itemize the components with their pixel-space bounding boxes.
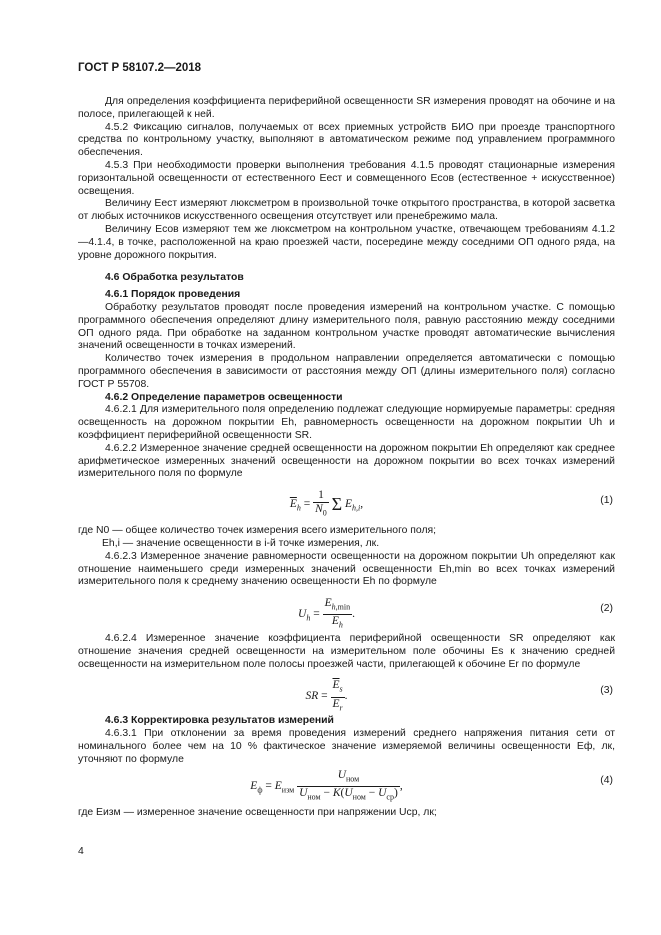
formula-number: (2) [600,603,613,615]
paragraph: 4.6.2.2 Измеренное значение средней освещенности на дорожном покрытии Eh определяют как среднее арифметическое измеренных значений освещенности на дорожном покрытии во всех точках измерений измерительного поля по формуле [78,442,615,480]
paragraph: где N0 — общее количество точек измерения всего измерительного поля; [78,525,437,537]
formula-3: SR = $\frac{\overline{E}_s}{\overline{E}_r}$ . (3) [305,679,613,712]
subsection-heading: 4.6.2 Определение параметров освещенности [105,391,343,403]
subsection-heading: 4.6.3 Корректировка результатов измерений [105,715,334,727]
paragraph: 4.6.3.1 При отклонении за время проведения измерений среднего напряжения питания сети от номинального более чем на 10 % фактическое значение измеряемой величины освещенности Eф, лк, уточняют по формуле [78,728,615,765]
paragraph: Eh,i — значение освещенности в i-й точке измерения, лк. [102,537,380,549]
paragraph: 4.5.2 Фиксацию сигналов, получаемых от всех приемных устройств БИО при проезде транспортного средства по контрольному участку, выполняют в автоматическом режиме под управлением программного обеспечения. [78,121,615,159]
paragraph: где Eизм — измеренное значение освещенности при напряжении Uср, лк; [78,806,437,818]
paragraph: 4.6.2.1 Для измерительного поля определению подлежат следующие нормируемые параметры: средняя освещенность на дорожном покрытии Eh, равномерность освещенности на дорожном покрытии Uh и коэффициент периферийной освещенности SR. [78,404,615,441]
subsection-heading: 4.6.1 Порядок проведения [105,289,241,301]
paragraph: 4.6.2.3 Измеренное значение равномерности освещенности на дорожном покрытии Uh определяют как отношение наименьшего среди измеренных значений освещенности Eh,min во всех точках измерений измерительного поля к среднему значению освещенности Eh по формуле [78,550,615,588]
page-number: 4 [78,846,84,857]
paragraph: 4.5.3 При необходимости проверки выполнения требования 4.1.5 проводят стационарные измерения горизонтальной освещенности от естественного Eест и совмещенного Eсов (естественное + искусственное) освещения. [78,159,615,197]
paragraph: Величину Eест измеряют люксметром в произвольной точке открытого пространства, в которой засветка от любых источников искусственного освещения отсутствует или пренебрежимо мала. [78,198,615,223]
formula-1: $\overline{E}_h$ = $\frac{1}{N_0}$ Σ $E_{h,i}$, (1) [289,489,613,518]
document-header: ГОСТ Р 58107.2—2018 [78,62,202,74]
section-heading: 4.6 Обработка результатов [105,272,244,284]
formula-number: (4) [600,774,613,786]
paragraph: 4.6.2.4 Измеренное значение коэффициента периферийной освещенности SR определяют как отношение значения средней освещенности на измерительном поле обочины Es к значению средней освещенности на измерительном поле полосы проезжей части, прилегающей к обочине Er по формуле [78,633,615,670]
formula-2: $U_h$ = $\frac{E_{h,min}}{\overline{E}_h}$ . (2) [298,597,613,630]
page-body [78,96,615,819]
formula-number: (1) [600,495,613,507]
formula-4: $E_ф = E_{изм}$ $\frac{U_{ном}}{U_{ном} - K(U_{ном} - U_{ср})}$ , (4) [250,768,613,802]
paragraph: Обработку результатов проводят после проведения измерений на контрольном участке. С помощью программного обеспечения определяют длину измерительного поля, равную расстоянию между соседними ОП одного ряда. При обработке на заданном контрольном участке проводят автоматические вычисления значений освещенности в точках измерений. [78,301,615,352]
paragraph: Количество точек измерения в продольном направлении определяется автоматически с помощью программного обеспечения в зависимости от расстояния между ОП (длины измерительного поля) согласно ГОСТ Р 55708. [78,353,615,390]
paragraph: Для определения коэффициента периферийной освещенности SR измерения проводят на обочине и на полосе, прилегающей к ней. [78,96,615,120]
paragraph: Величину Eсов измеряют тем же люксметром на контрольном участке, отвечающем требованиям 4.1.2—4.1.4, в точке, расположенной на краю проезжей части, посередине между соседними ОП одного ряда, на уровне дорожного покрытия. [78,223,615,261]
formula-number: (3) [600,685,613,697]
